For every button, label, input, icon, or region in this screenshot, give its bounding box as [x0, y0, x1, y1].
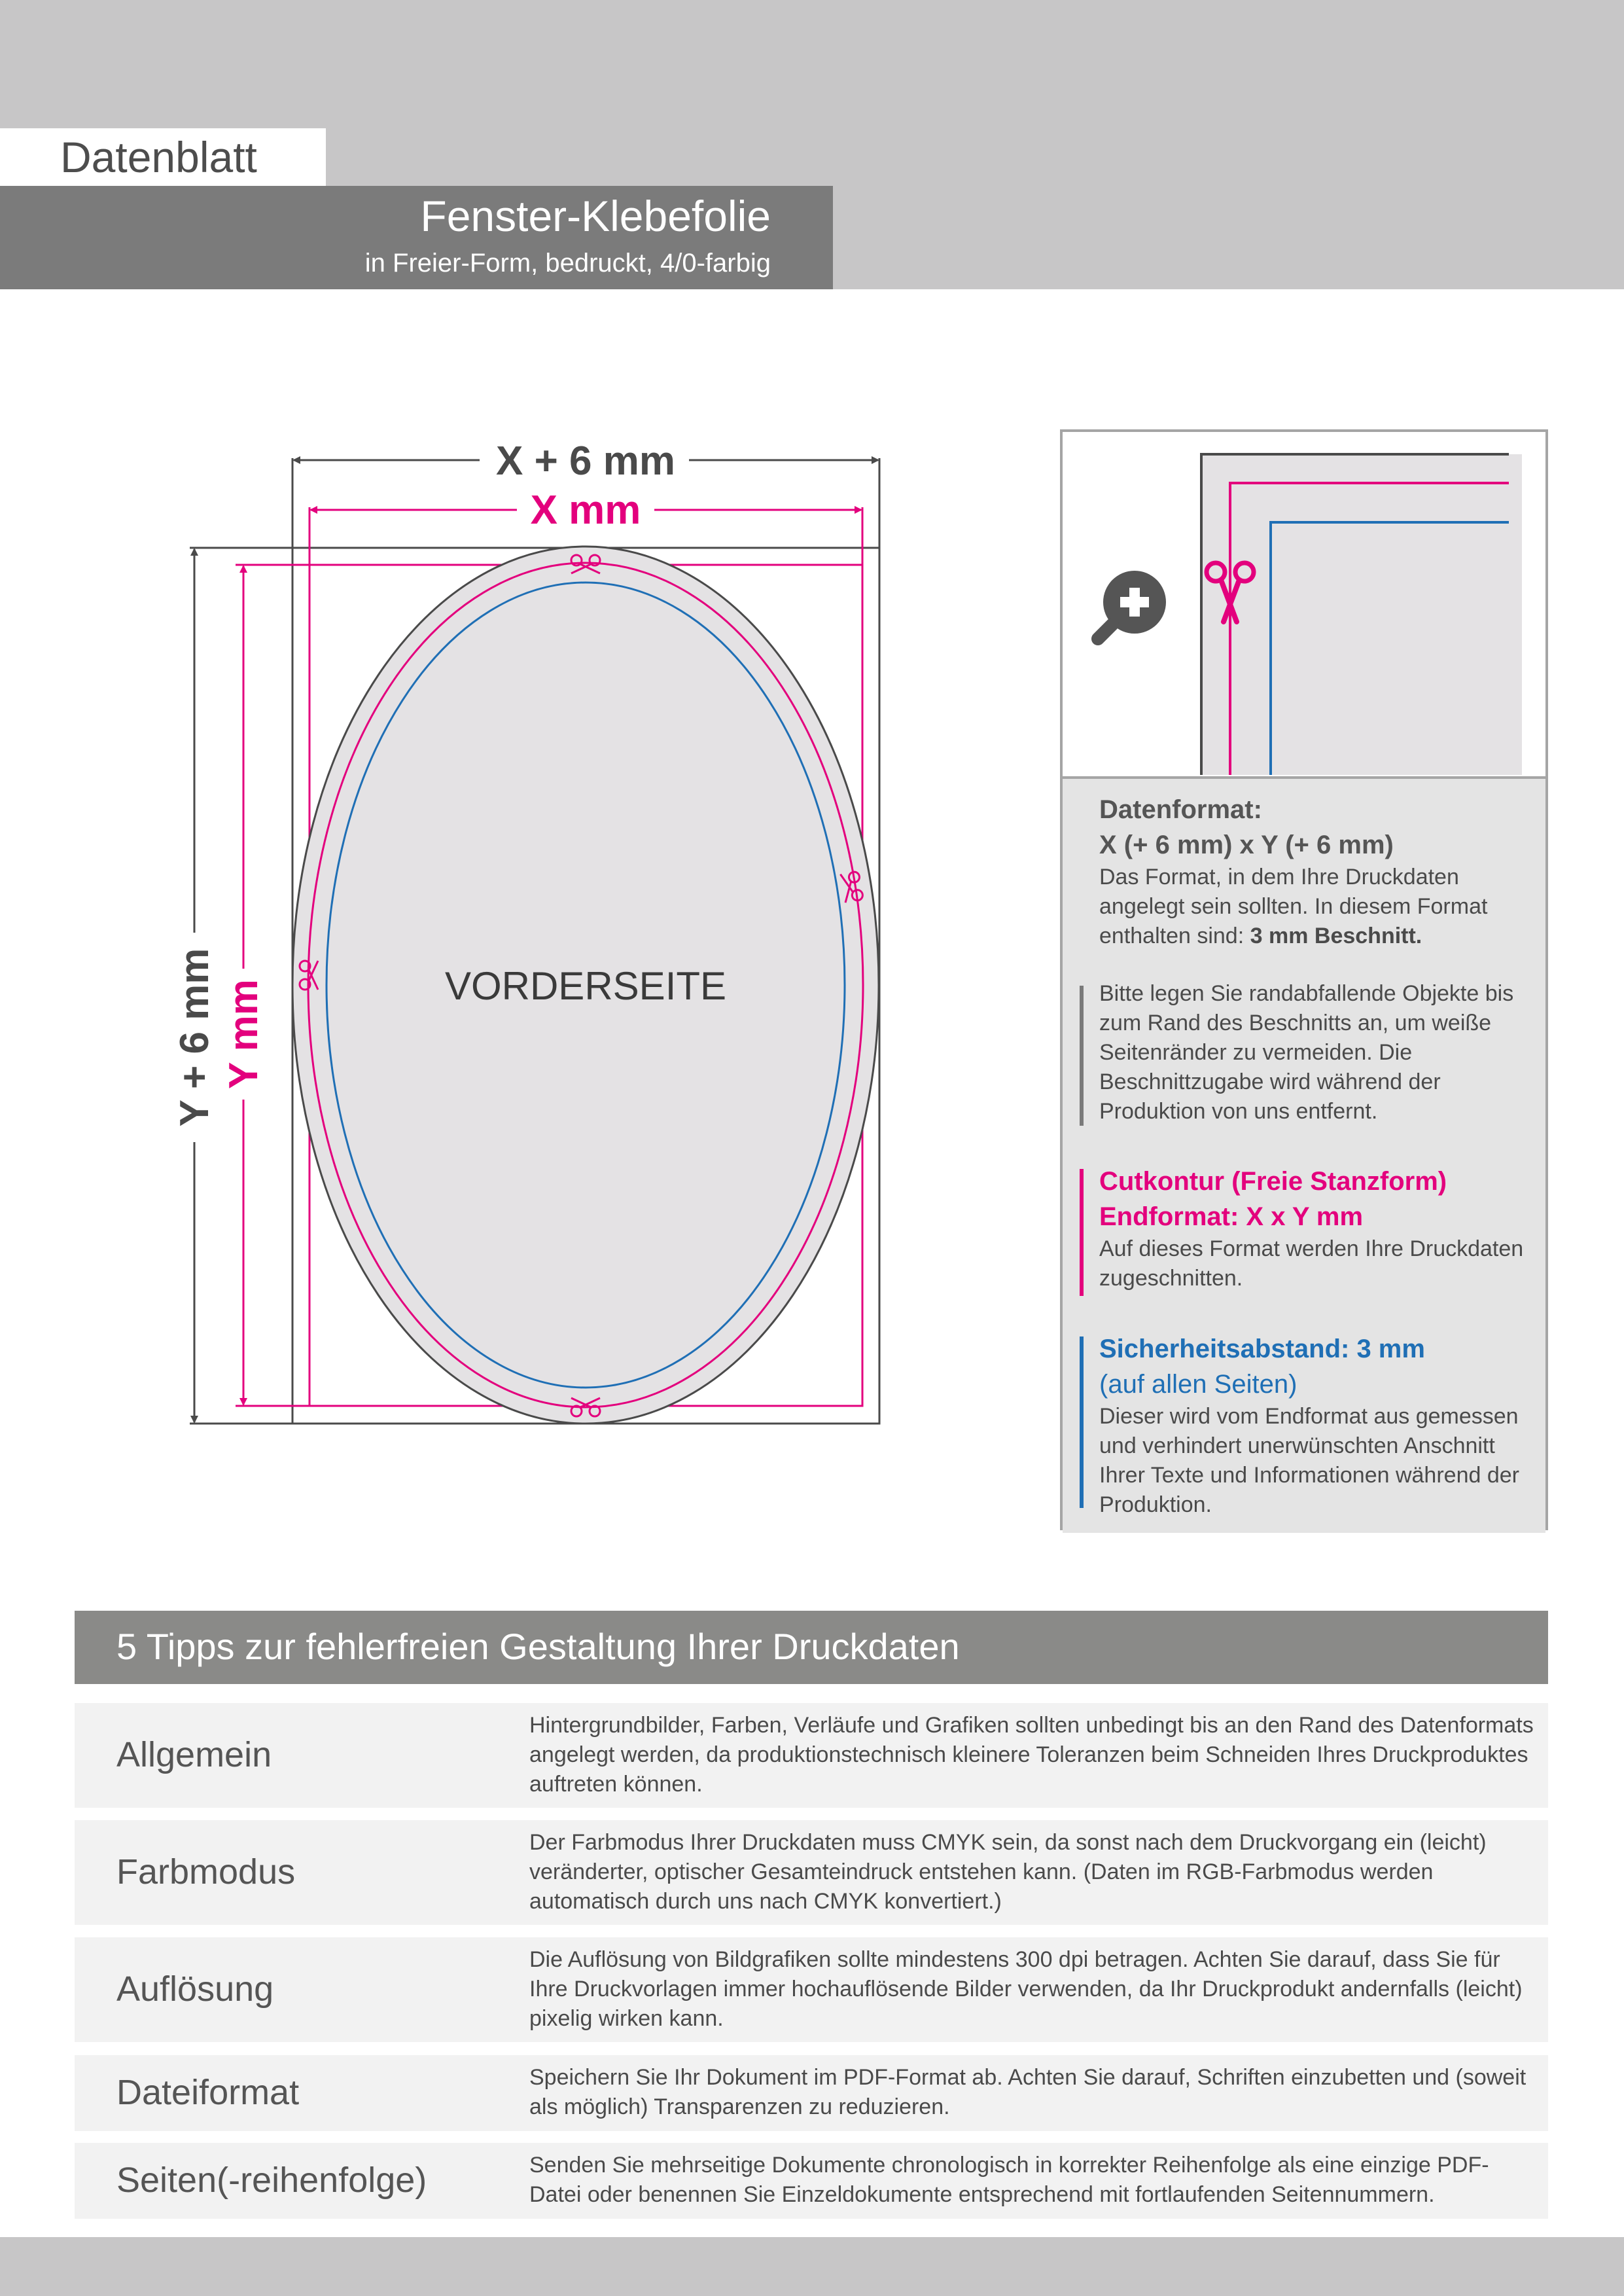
cut-block	[1099, 1164, 1544, 1293]
tip-row	[75, 2055, 1548, 2131]
tip-text: Der Farbmodus Ihrer Druckdaten muss CMYK sein, da sonst nach dem Druckvorgang ein (leicht) veränderter, optischer Gesamteindruck entstehen kann. (Daten im RGB-Farbmodus werden automatisch durch uns nach CMYK konvertiert.)	[529, 1830, 1487, 1914]
safety-heading: Sicherheitsabstand: 3 mm	[1099, 1335, 1425, 1363]
safety-note-bar	[1080, 1336, 1084, 1508]
product-subtitle: in Freier-Form, bedruckt, 4/0-farbig	[364, 249, 771, 278]
doc-label: Datenblatt	[60, 133, 257, 181]
height-final-label: Y mm	[221, 979, 266, 1089]
info-text-area	[1063, 776, 1545, 1533]
height-total-label: Y + 6 mm	[172, 948, 217, 1127]
product-title: Fenster-Klebefolie	[420, 192, 771, 240]
tip-row	[75, 2143, 1548, 2219]
width-total-label: X + 6 mm	[496, 439, 675, 484]
tips-heading-bar	[75, 1611, 1548, 1684]
tips-heading: 5 Tipps zur fehlerfreien Gestaltung Ihrer Druckdaten	[116, 1626, 960, 1667]
tip-text: Senden Sie mehrseitige Dokumente chronologisch in korrekter Reihenfolge als eine einzige PDF-Datei oder benennen Sie Einzeldokumente entsprechend mit fortlaufenden Seitennummern.	[529, 2153, 1489, 2207]
cut-note-bar	[1080, 1169, 1084, 1296]
tip-label: Farbmodus	[116, 1852, 296, 1892]
tip-row	[75, 1937, 1548, 2042]
zoom-in-icon	[1098, 571, 1166, 639]
tip-text: Hintergrundbilder, Farben, Verläufe und Grafiken sollten unbedingt bis an den Rand des Datenformats angelegt werden, da produktionstechnisch kleinere Toleranzen beim Schneiden Ihres Druckproduktes auftreten können.	[529, 1713, 1534, 1797]
datenformat-formula: X (+ 6 mm) x Y (+ 6 mm)	[1099, 831, 1394, 859]
tip-label: Allgemein	[116, 1735, 272, 1774]
cut-heading: Cutkontur (Freie Stanzform)	[1099, 1167, 1447, 1196]
width-final-label: X mm	[530, 488, 641, 533]
front-side-label: VORDERSEITE	[444, 964, 727, 1008]
cut-text: Auf dieses Format werden Ihre Druckdaten zugeschnitten.	[1099, 1236, 1524, 1291]
format-diagram	[0, 0, 916, 1473]
tip-row	[75, 1703, 1548, 1808]
safety-text: Dieser wird vom Endformat aus gemessen und verhindert unerwünschten Anschnitt Ihrer Texte und Informationen während der Produktion.	[1099, 1404, 1519, 1517]
tip-row	[75, 1820, 1548, 1925]
datenformat-block	[1099, 792, 1531, 951]
datenformat-heading: Datenformat:	[1099, 795, 1262, 824]
datenformat-text: Das Format, in dem Ihre Druckdaten angelegt sein sollten. In diesem Format enthalten sind: 3 mm Beschnitt.	[1099, 865, 1488, 948]
tip-label: Auflösung	[116, 1969, 274, 2009]
tip-text: Speichern Sie Ihr Dokument im PDF-Format ab. Achten Sie darauf, Schriften einzubetten und (soweit als möglich) Transparenzen zu reduzieren.	[529, 2065, 1527, 2119]
zoom-detail	[1063, 432, 1545, 776]
info-panel	[1060, 429, 1548, 1530]
footer-band	[0, 2237, 1624, 2296]
tip-text: Die Auflösung von Bildgrafiken sollte mindestens 300 dpi betragen. Achten Sie darauf, dass Sie für Ihre Druckvorlagen immer hochauflösende Bilder verwenden, da Ihr Druckprodukt andernfalls (leicht) pixelig wirken kann.	[529, 1947, 1523, 2031]
tip-label: Seiten(-reihenfolge)	[116, 2161, 427, 2200]
safety-subheading: (auf allen Seiten)	[1099, 1370, 1297, 1399]
safety-block	[1099, 1331, 1544, 1520]
bleed-note-bar	[1080, 986, 1084, 1126]
bleed-note: Bitte legen Sie randabfallende Objekte bis zum Rand des Beschnitts an, um weiße Seitenränder zu vermeiden. Die Beschnittzugabe wird während der Produktion von uns entfernt.	[1099, 981, 1514, 1124]
tip-label: Dateiformat	[116, 2073, 300, 2112]
final-format-heading: Endformat: X x Y mm	[1099, 1202, 1364, 1231]
